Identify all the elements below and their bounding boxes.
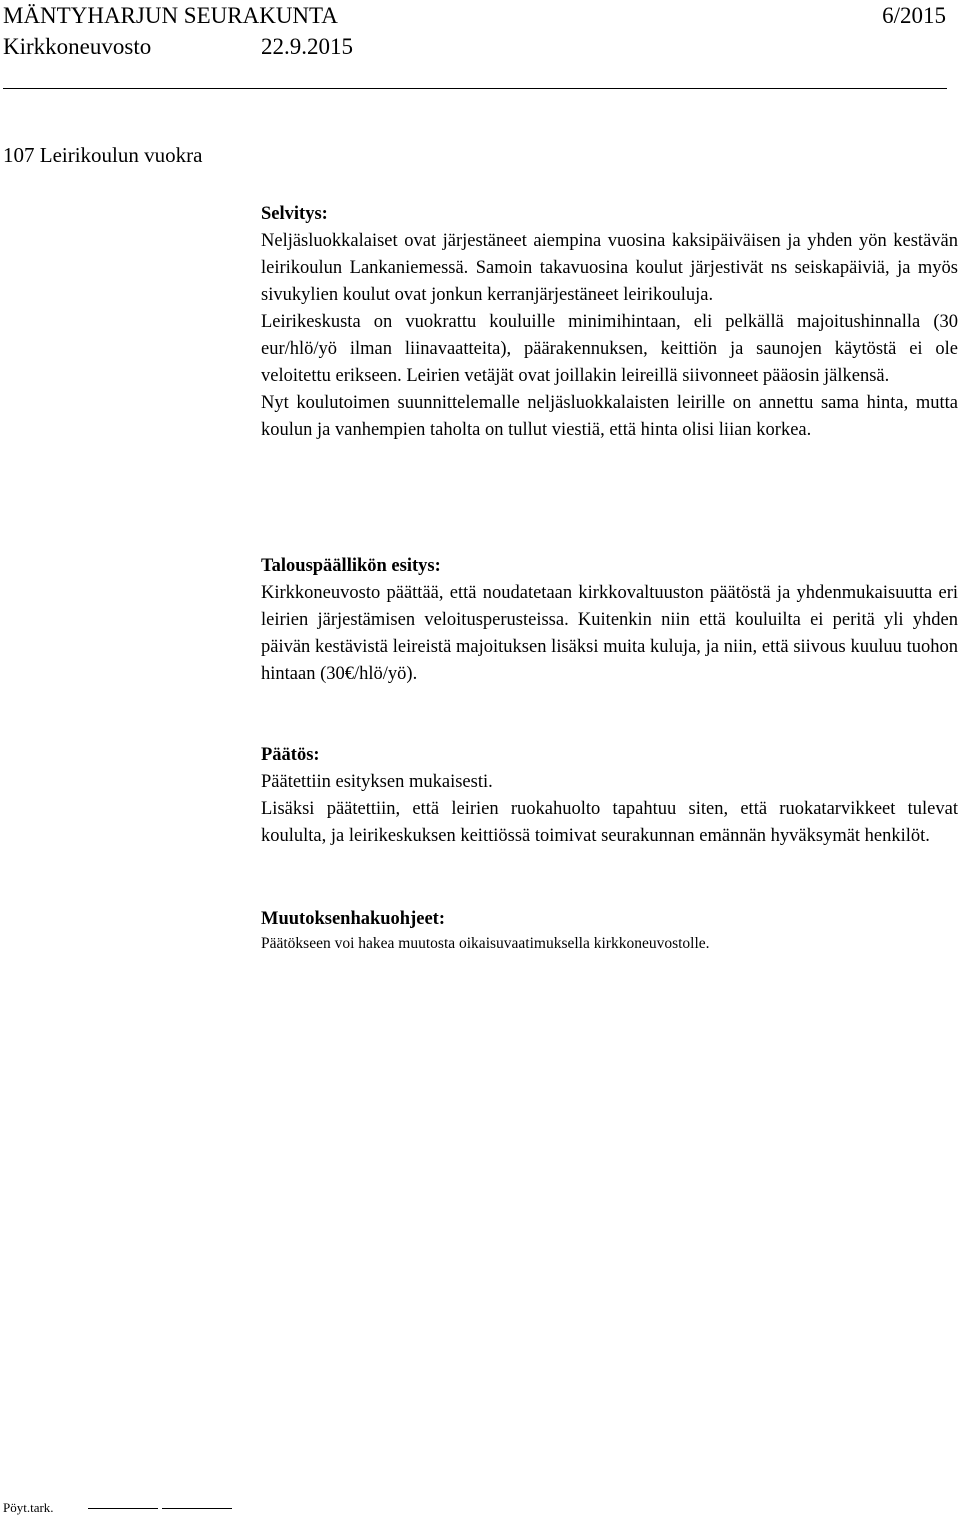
muutoksenhaku-section	[261, 906, 958, 955]
paatos-paragraph-1: Päätettiin esityksen mukaisesti.	[261, 772, 493, 792]
muutoksenhaku-label: Muutoksenhakuohjeet:	[261, 909, 445, 929]
meeting-body: Kirkkoneuvosto	[3, 34, 152, 59]
paatos-paragraph-2: Lisäksi päätettiin, että leirien ruokahuolto tapahtuu siten, että ruokatarvikkeet tulevat koululta, ja leirikeskuksen keittiössä toimivat seurakunnan emännän hyväksymät henkilöt.	[261, 799, 958, 846]
page-footer	[3, 1500, 232, 1516]
document-header-bottom	[3, 33, 946, 61]
esitys-paragraph: Kirkkoneuvosto päättää, että noudatetaan kirkkovaltuuston päätöstä ja yhdenmukaisuutta eri leirien järjestämisen veloitusperusteissa. Kuitenkin niin että kouluilta ei peritä yli yhden päivän kestävistä leireistä majoituksen lisäksi muita kuluja, ja niin, että siivous kuuluu tuohon hintaan (30€/hlö/yö).	[261, 583, 958, 684]
signature-line-1	[88, 1508, 158, 1509]
paatos-section	[261, 742, 958, 850]
muutoksenhaku-paragraph: Päätökseen voi hakea muutosta oikaisuvaatimuksella kirkkoneuvostolle.	[261, 935, 710, 952]
esitys-label: Talouspäällikön esitys:	[261, 556, 441, 576]
paatos-label: Päätös:	[261, 745, 320, 765]
document-header-top	[3, 2, 946, 30]
selvitys-section	[261, 201, 958, 444]
selvitys-paragraph-2: Leirikeskusta on vuokrattu kouluille minimihintaan, eli pelkällä majoitushinnalla (30 eur/hlö/yö ilman liinavaatteita), päärakennuksen, keittiön ja saunojen käytöstä ei ole veloitettu erikseen. Leirien vetäjät ovat joillakin leireillä siivonneet pääosin jälkensä.	[261, 312, 958, 386]
signature-line-2	[162, 1508, 232, 1509]
section-title: 107 Leirikoulun vuokra	[3, 143, 203, 167]
selvitys-label: Selvitys:	[261, 204, 328, 224]
organization-name: MÄNTYHARJUN SEURAKUNTA	[3, 3, 338, 28]
meeting-number: 6/2015	[882, 3, 946, 28]
selvitys-paragraph-1: Neljäsluokkalaiset ovat järjestäneet aiempina vuosina kaksipäiväisen ja yhden yön kestävän leirikoulun Lankaniemessä. Samoin takavuosina koulut järjestivät ns seiskapäiviä, ja myös sivukylien koulut ovat jonkun kerranjärjestäneet leirikouluja.	[261, 231, 958, 305]
esitys-section	[261, 553, 958, 688]
footer-label: Pöyt.tark.	[3, 1500, 54, 1515]
selvitys-paragraph-3: Nyt koulutoimen suunnittelemalle neljäsluokkalaisten leirille on annettu sama hinta, mutta koulun ja vanhempien taholta on tullut viestiä, että hinta olisi liian korkea.	[261, 393, 958, 440]
header-divider	[3, 88, 947, 89]
meeting-date: 22.9.2015	[261, 34, 353, 59]
